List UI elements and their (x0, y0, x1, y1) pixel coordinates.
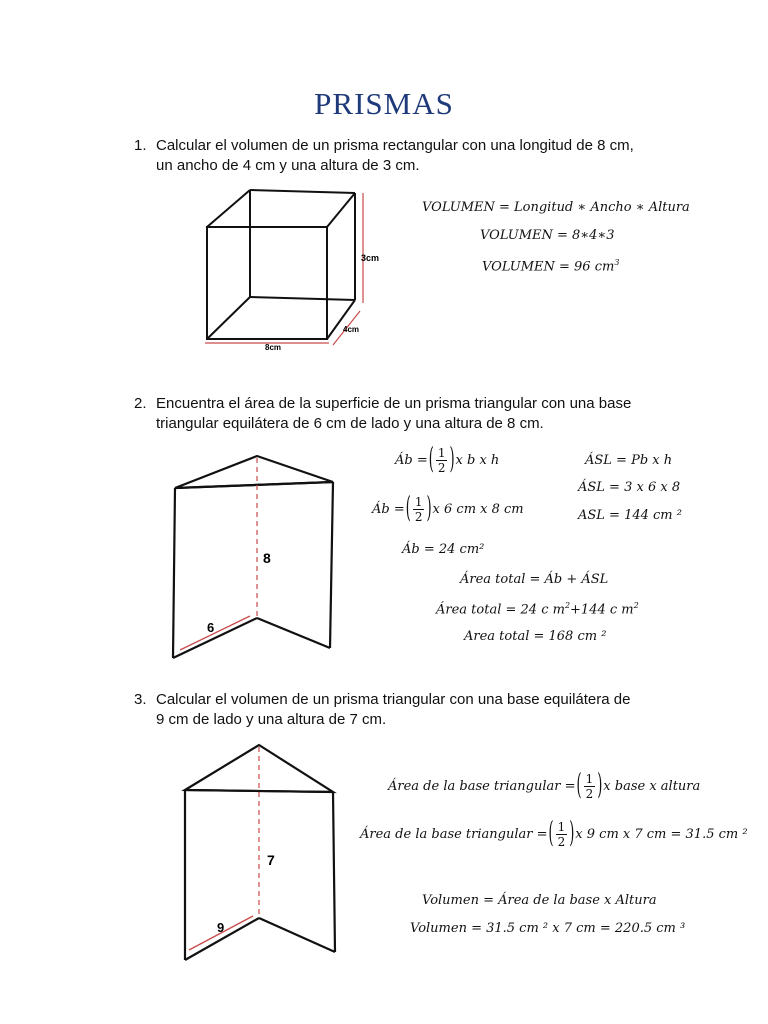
problem-text-line1: Encuentra el área de la superficie de un prisma triangular con una base (156, 395, 632, 412)
formula-volume-result: VOLUMEN = 96 $cm^3$ (482, 258, 620, 275)
problem-3-statement (134, 690, 694, 730)
formula-lateral-area-2: ÁSL = 3 x 6 x 8 (578, 480, 681, 495)
height-label: 3cm (361, 253, 380, 263)
rectangular-prism-figure (195, 185, 390, 355)
height-label: 7 (267, 852, 275, 868)
triangular-prism-figure-2 (175, 740, 355, 965)
formula-volume-definition: VOLUMEN = Longitud ∗ Ancho ∗ Altura (422, 200, 690, 215)
side-label: 6 (207, 620, 215, 635)
formula-base-area-2: Área de la base triangular =( $\frac{1}{2}$ )x 9 cm x 7 cm = 31.5 cm ² (360, 818, 748, 851)
problem-text-line1: Calcular el volumen de un prisma triangular con una base equilátera de (156, 691, 631, 708)
problem-text-line2: triangular equilátera de 6 cm de lado y una altura de 8 cm. (156, 415, 544, 432)
formula-base-area-1: Área de la base triangular =( $\frac{1}{2}$ )x base x altura (388, 770, 701, 803)
problem-number: 1. (134, 137, 147, 154)
formula-volume-substitution: VOLUMEN = 8∗4∗3 (480, 228, 615, 243)
problem-text-line1: Calcular el volumen de un prisma rectangular con una longitud de 8 cm, (156, 137, 634, 154)
page-title: PRISMAS (314, 86, 454, 121)
formula-total-area-1: Área total = Áb + ÁSL (460, 572, 609, 587)
problem-1-statement (134, 136, 694, 176)
formula-total-area-result: Area total = 168 cm ² (464, 629, 607, 644)
height-label: 8 (263, 550, 271, 566)
formula-base-area-1: Áb =( $\frac{1}{2}$ )x b x h (395, 444, 500, 477)
formula-volume-result: Volumen = 31.5 cm ² x 7 cm = 220.5 cm ³ (410, 921, 686, 936)
problem-2-statement (134, 394, 694, 434)
problem-number: 2. (134, 395, 147, 412)
problem-number: 3. (134, 691, 147, 708)
formula-volume-definition: Volumen = Área de la base x Altura (422, 893, 657, 908)
formula-base-area-result: Áb = 24 cm² (402, 542, 485, 557)
side-label: 9 (217, 920, 225, 935)
problem-text-line2: 9 cm de lado y una altura de 7 cm. (156, 711, 387, 728)
formula-base-area-2: Áb =( $\frac{1}{2}$ )x 6 cm x 8 cm (372, 493, 524, 526)
formula-total-area-2: Área total = 24 c $m^2+144$ c $m^2$ (436, 601, 639, 618)
formula-lateral-area-result: ASL = 144 cm ² (578, 508, 682, 523)
length-label: 8cm (265, 343, 282, 352)
depth-label: 4cm (343, 325, 360, 334)
triangular-prism-figure-1 (165, 450, 365, 665)
formula-lateral-area-1: ÁSL = Pb x h (585, 453, 673, 468)
problem-text-line2: un ancho de 4 cm y una altura de 3 cm. (156, 157, 420, 174)
